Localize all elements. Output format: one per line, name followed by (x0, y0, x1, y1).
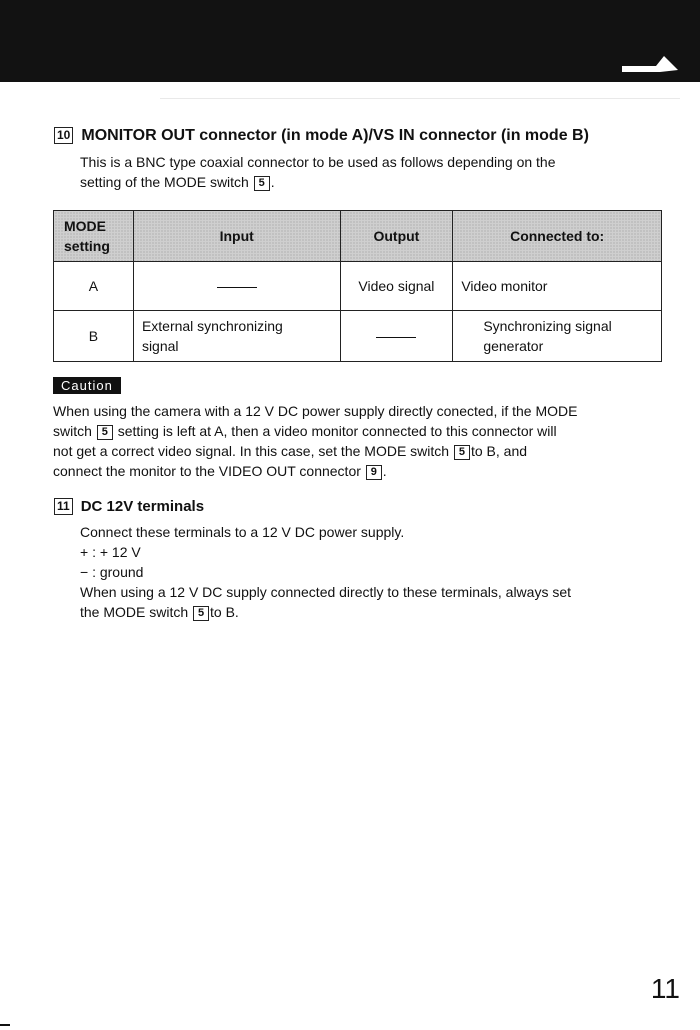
top-header-band (0, 0, 700, 82)
section-title: DC 12V terminals (80, 498, 205, 515)
section-11-note: When using a 12 V DC supply connected directly to these terminals, always set the MODE switch 5 to B. (80, 584, 572, 620)
intro-line-1: This is a BNC type coaxial connector to be used as follows depending on the (80, 154, 556, 170)
cell-output-none (340, 311, 453, 362)
table-row (54, 262, 662, 311)
header-connected-to: Connected to: (453, 211, 662, 262)
caution-text: When using the camera with a 12 V DC power supply directly conected, if the MODE switch 5 setting is left at A, then a video monitor connected to this connector will not get a correct video signal. In this case, set the MODE switch 5 to B, and connect the monitor to the VIDEO OUT connector 9 . (53, 403, 578, 479)
page-number: 11 (650, 973, 680, 1004)
cell-mode: B (54, 311, 134, 362)
section-11-line: Connect these terminals to a 12 V DC power supply. (80, 524, 405, 540)
switch-ref-badge: 5 (454, 445, 470, 460)
cell-input-none (133, 262, 340, 311)
header-mode-setting: MODE setting (54, 211, 134, 262)
header-output: Output (340, 211, 453, 262)
dash-mark (376, 337, 416, 339)
divider (160, 98, 680, 99)
dash-mark (217, 287, 257, 289)
crop-mark (0, 1024, 10, 1026)
corner-arrow-icon (620, 48, 680, 74)
section-10-intro (80, 152, 680, 192)
caution-label: Caution (53, 377, 121, 394)
connector-ref-badge: 9 (366, 465, 382, 480)
cell-output: Video signal (340, 262, 453, 311)
section-number-badge: 10 (54, 127, 73, 144)
header-input: Input (133, 211, 340, 262)
cell-mode: A (54, 262, 134, 311)
table-row (54, 311, 662, 362)
section-10-heading (53, 127, 693, 145)
switch-ref-badge: 5 (97, 425, 113, 440)
section-title: MONITOR OUT connector (in mode A)/VS IN connector (in mode B) (81, 127, 589, 144)
intro-line-2: setting of the MODE switch 5 . (80, 174, 275, 190)
table-header-row (54, 211, 662, 262)
switch-ref-badge: 5 (193, 606, 209, 621)
cell-connected: Video monitor (453, 262, 662, 311)
cell-input: External synchronizing signal (133, 311, 340, 362)
plus-terminal-line: + : + 12 V (80, 544, 141, 560)
switch-ref-badge: 5 (254, 176, 270, 191)
connector-spec-table (53, 210, 662, 362)
cell-connected: Synchronizing signal generator (453, 311, 662, 362)
section-number-badge: 11 (54, 498, 73, 515)
minus-terminal-line: − : ground (80, 564, 144, 580)
section-11-heading (53, 498, 204, 515)
